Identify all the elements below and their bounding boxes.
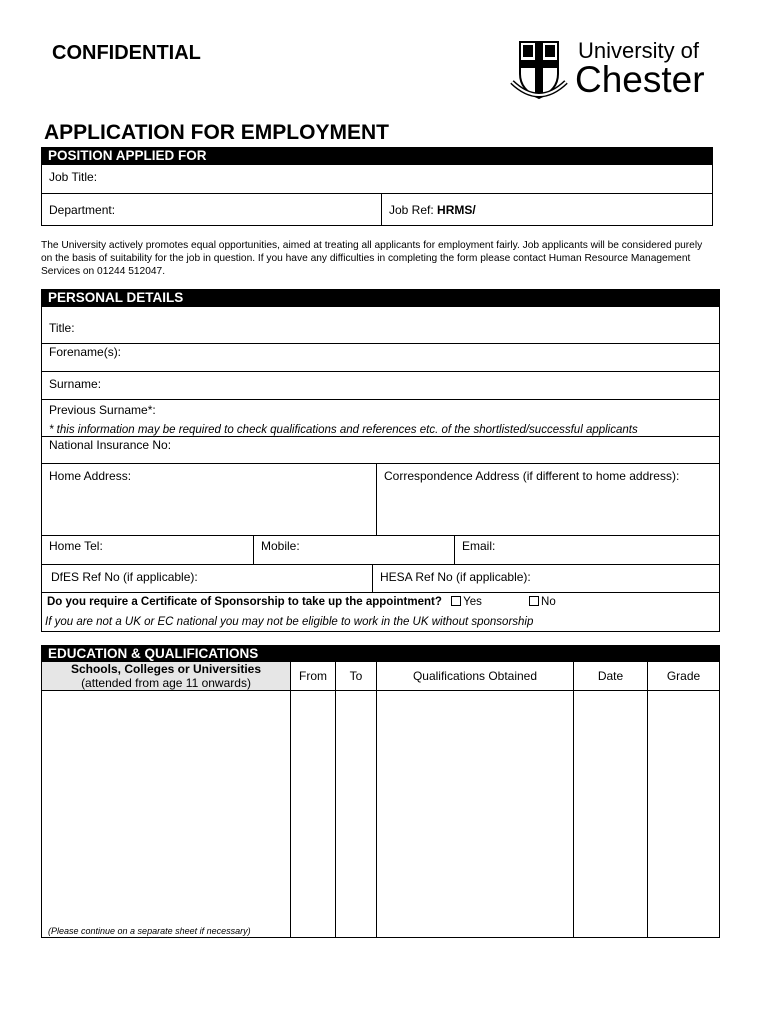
crest-icon (510, 38, 568, 104)
forenames-field[interactable] (41, 343, 720, 372)
forenames-label: Forename(s): (49, 345, 122, 359)
qualifications-column-field[interactable] (376, 690, 574, 938)
continue-note: (Please continue on a separate sheet if necessary) (48, 926, 251, 936)
section-header-position: POSITION APPLIED FOR (41, 147, 713, 164)
sponsorship-yes-option[interactable] (451, 596, 482, 608)
email-field[interactable] (454, 535, 720, 565)
page-title: APPLICATION FOR EMPLOYMENT (44, 121, 389, 144)
hesa-ref-field[interactable] (372, 564, 720, 593)
correspondence-address-field[interactable] (376, 463, 720, 536)
section-header-education: EDUCATION & QUALIFICATIONS (41, 645, 720, 662)
to-column-field[interactable] (335, 690, 377, 938)
logo-text-university-of: University of (578, 38, 700, 63)
previous-surname-footnote: * this information may be required to check qualifications and references etc. of the shortlisted/successful applicants (49, 424, 638, 436)
department-label: Department: (49, 203, 116, 217)
home-tel-label: Home Tel: (49, 539, 103, 553)
surname-label: Surname: (49, 377, 102, 391)
schools-column-field[interactable] (41, 690, 291, 938)
dfes-ref-label: DfES Ref No (if applicable): (51, 570, 198, 584)
job-ref-label: Job Ref: (389, 203, 434, 217)
grade-column-field[interactable] (647, 690, 720, 938)
home-address-field[interactable] (41, 463, 377, 536)
confidential-label: CONFIDENTIAL (52, 42, 201, 64)
section-header-personal: PERSONAL DETAILS (41, 289, 720, 306)
sponsorship-note: If you are not a UK or EC national you may not be eligible to work in the UK without sponsorship (45, 616, 534, 628)
previous-surname-field[interactable] (41, 399, 720, 437)
col-header-date: Date (573, 661, 648, 691)
hesa-ref-label: HESA Ref No (if applicable): (380, 570, 531, 584)
previous-surname-label: Previous Surname*: (49, 403, 156, 417)
logo-text-chester: Chester (575, 59, 705, 100)
surname-field[interactable] (41, 371, 720, 400)
correspondence-address-label: Correspondence Address (if different to home address): (384, 469, 680, 483)
dfes-ref-field[interactable] (41, 564, 373, 593)
department-field[interactable] (41, 193, 382, 226)
job-ref-value: HRMS/ (437, 203, 476, 217)
no-checkbox[interactable] (529, 596, 539, 606)
col-header-schools-line2: (attended from age 11 onwards) (81, 676, 251, 690)
col-header-from: From (290, 661, 336, 691)
date-column-field[interactable] (573, 690, 648, 938)
col-header-grade: Grade (647, 661, 720, 691)
national-insurance-label: National Insurance No: (49, 438, 172, 452)
job-ref-field[interactable] (381, 193, 713, 226)
title-field[interactable] (41, 306, 720, 344)
title-label: Title: (49, 321, 75, 335)
col-header-qualifications: Qualifications Obtained (376, 661, 574, 691)
yes-label: Yes (463, 596, 482, 608)
sponsorship-question: Do you require a Certificate of Sponsorship to take up the appointment? (47, 596, 442, 608)
mobile-field[interactable] (253, 535, 455, 565)
equal-opportunities-notice: The University actively promotes equal opportunities, aimed at treating all applicants for employment fairly. Job applicants will be considered purely on the basis of suitability for the job in question. If you have any difficulties in completing the form please contact Human Resource Management Services on 01244 512047. (41, 240, 703, 277)
national-insurance-field[interactable] (41, 436, 720, 464)
job-title-field[interactable] (41, 164, 713, 194)
email-label: Email: (462, 539, 496, 553)
sponsorship-no-option[interactable] (529, 596, 556, 608)
home-address-label: Home Address: (49, 469, 132, 483)
job-title-label: Job Title: (49, 170, 98, 184)
col-header-schools-line1: Schools, Colleges or Universities (70, 662, 262, 676)
col-header-to: To (335, 661, 377, 691)
mobile-label: Mobile: (261, 539, 300, 553)
yes-checkbox[interactable] (451, 596, 461, 606)
from-column-field[interactable] (290, 690, 336, 938)
no-label: No (541, 596, 556, 608)
sponsorship-section (41, 592, 720, 632)
home-tel-field[interactable] (41, 535, 254, 565)
col-header-schools (41, 661, 291, 691)
